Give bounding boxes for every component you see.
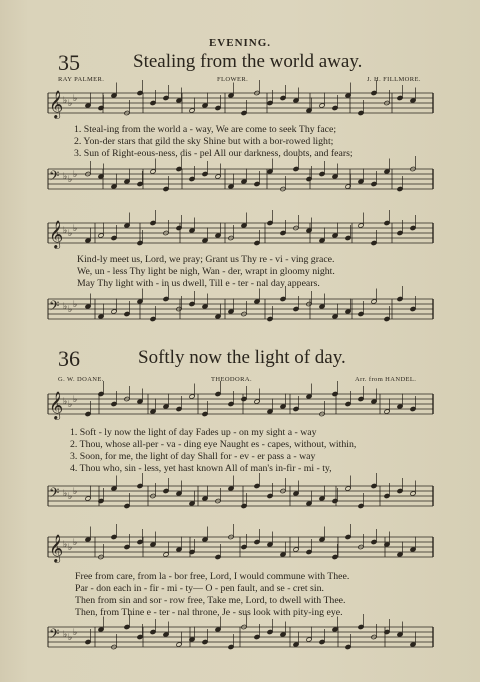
hymn-composer: Arr. from HANDEL. [355, 376, 417, 383]
hymn-title: Stealing from the world away. [133, 51, 363, 72]
clef-symbol: ♭ [68, 543, 73, 553]
clef-symbol: 𝄞 [49, 220, 64, 248]
clef-symbol: ♭ [73, 395, 78, 405]
lyric-line: 1. Soft - ly now the light of day Fades up - on my sight a - way [70, 427, 317, 438]
lyric-line: Then, from Thine e - ter - nal throne, Je - sus look with pity-ing eye. [75, 607, 343, 618]
lyric-line: Par - don each in - fir - mi - ty— O - pen fault, and se - cret sin. [75, 583, 324, 594]
clef-symbol: 𝄢 [49, 626, 60, 645]
clef-symbol: ♭ [68, 305, 73, 315]
section-heading: EVENING. [208, 37, 272, 49]
lyric-line: 4. Thou who, sin - less, yet hast known All of man's in-fir - mi - ty, [70, 463, 332, 474]
lyric-line: 1. Steal-ing from the world a - way, We are come to seek Thy face; [74, 124, 337, 135]
clef-symbol: 𝄞 [49, 391, 64, 419]
clef-symbol: ♭ [68, 99, 73, 109]
clef-symbol: ♭ [63, 226, 68, 236]
clef-symbol: ♭ [63, 96, 68, 106]
lyric-line: Kind-ly meet us, Lord, we pray; Grant us Thy re - vi - ving grace. [77, 254, 335, 265]
clef-symbol: ♭ [68, 229, 73, 239]
hymn-number: 36 [58, 346, 80, 371]
lyric-line: Free from care, from la - bor free, Lord, I would commune with Thee. [75, 571, 350, 582]
clef-symbol: ♭ [68, 492, 73, 502]
hymn-composer: J. H. FILLMORE. [367, 76, 421, 83]
lyric-line: 2. Thou, whose all-per - va - ding eye Naught es - capes, without, within, [70, 439, 357, 450]
clef-symbol: ♭ [73, 94, 78, 104]
hymn-title: Softly now the light of day. [138, 347, 346, 368]
lyric-line: 3. Sun of Right-eous-ness, dis - pel All our darkness, doubts, and fears; [74, 148, 353, 159]
clef-symbol: ♭ [73, 224, 78, 234]
clef-symbol: ♭ [73, 538, 78, 548]
lyric-line: We, un - less Thy light be nigh, Wan - der, wrapt in gloomy night. [77, 266, 335, 277]
hymn-author: G. W. DOANE. [58, 376, 104, 383]
lyric-line: Then from sin and sor - row free, Take me, Lord, to dwell with Thee. [75, 595, 346, 606]
clef-symbol: ♭ [73, 300, 78, 310]
clef-symbol: ♭ [68, 400, 73, 410]
lyric-line: 2. Yon-der stars that gild the sky Shine but with a bor-rowed light; [74, 136, 334, 147]
clef-symbol: ♭ [73, 170, 78, 180]
clef-symbol: 𝄢 [49, 298, 60, 317]
clef-symbol: ♭ [63, 630, 68, 640]
clef-symbol: 𝄢 [49, 168, 60, 187]
hymn-tune: FLOWER. [217, 76, 249, 83]
hymn-author: RAY PALMER. [58, 76, 105, 83]
hymn-number: 35 [58, 50, 80, 75]
clef-symbol: ♭ [63, 302, 68, 312]
lyric-line: May Thy light with - in us dwell, Till e - ter - nal day appears. [77, 278, 320, 289]
clef-symbol: ♭ [73, 628, 78, 638]
clef-symbol: ♭ [63, 397, 68, 407]
clef-symbol: ♭ [63, 172, 68, 182]
clef-symbol: 𝄞 [49, 534, 64, 562]
clef-symbol: 𝄢 [49, 485, 60, 504]
lyric-line: 3. Soon, for me, the light of day Shall for - ev - er pass a - way [70, 451, 316, 462]
clef-symbol: 𝄞 [49, 90, 64, 118]
hymn-tune: THEODORA. [211, 376, 252, 383]
clef-symbol: ♭ [68, 633, 73, 643]
clef-symbol: ♭ [73, 487, 78, 497]
clef-symbol: ♭ [63, 489, 68, 499]
clef-symbol: ♭ [63, 540, 68, 550]
clef-symbol: ♭ [68, 175, 73, 185]
